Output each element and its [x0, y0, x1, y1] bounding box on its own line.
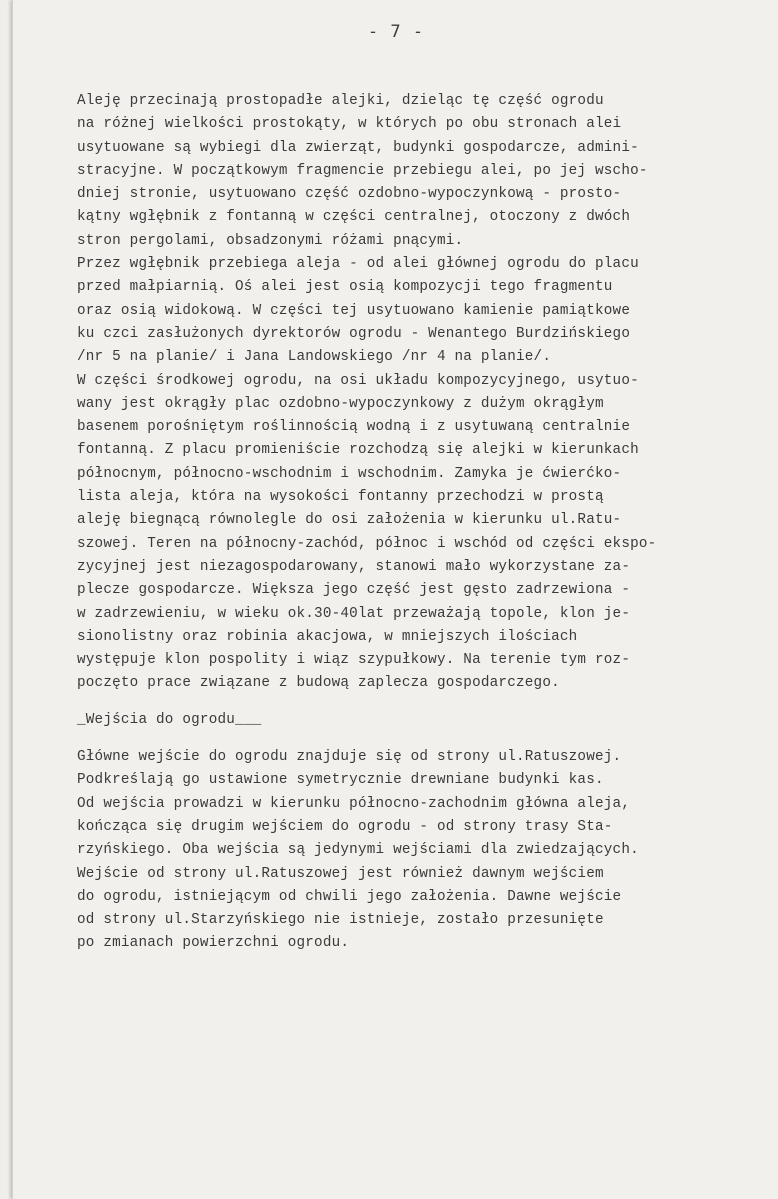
- text-line: po zmianach powierzchni ogrodu.: [77, 935, 350, 952]
- text-line: rzyńskiego. Obа wejścia są jedynymi wejściami dla zwiedzających.: [77, 842, 639, 859]
- text-line: dniej stronie, usytuowano część ozdobno-wypoczynkową - prosto-: [77, 186, 622, 203]
- heading-suffix: ___: [235, 711, 262, 728]
- document-body: [77, 90, 767, 956]
- page-number: - 7 -: [367, 22, 425, 42]
- text-line: Podkreślają go ustawione symetrycznie drewniane budynki kas.: [77, 772, 604, 789]
- text-line: do ogrodu, istniejącym od chwili jego założenia. Dawne wejście: [77, 888, 622, 905]
- paragraph-garden-rectangles: [77, 90, 767, 253]
- text-line: ku czci zasłużonych dyrektorów ogrodu - Wenantego Burdzińskiego: [77, 325, 631, 342]
- text-line: przed małpiarnią. Oś alei jest osią kompozycji tego fragmentu: [77, 279, 613, 296]
- paragraph-entrances: [77, 746, 767, 956]
- paragraph-central-square: [77, 370, 767, 696]
- text-line: W części środkowej ogrodu, na osi układu kompozycyjnego, usytuo-: [77, 372, 639, 389]
- text-line: oraz osią widokową. W części tej usytuowano kamienie pamiątkowe: [77, 302, 631, 319]
- section-heading: [77, 709, 767, 732]
- text-line: lista aleja, która na wysokości fontanny przechodzi w prostą: [77, 489, 604, 506]
- heading-title: Wejścia do ogrodu: [85, 711, 236, 728]
- text-line: północnym, północno-wschodnim i wschodnim. Zamyka je ćwierćko-: [77, 465, 622, 482]
- text-line: basenem porośniętym roślinnością wodną i z usytuwaną centralnie: [77, 419, 631, 436]
- text-line: /nr 5 na planie/ i Jana Landowskiego /nr 4 na planie/.: [77, 349, 552, 366]
- text-line: plecze gospodarcze. Większa jego część jest gęsto zadrzewiona -: [77, 582, 631, 599]
- text-line: kątny wgłębnik z fontanną w części centralnej, otoczony z dwóch: [77, 209, 631, 226]
- text-line: stron pergolami, obsadzonymi różami pnącymi.: [77, 232, 464, 249]
- text-line: wany jest okrągły plac ozdobno-wypoczynkowy z dużym okrągłym: [77, 395, 604, 412]
- text-line: sionolistny oraz robinia akacjowa, w mniejszych ilościach: [77, 628, 578, 645]
- text-line: kończąca się drugim wejściem do ogrodu - od strony trasy Sta-: [77, 818, 613, 835]
- text-line: szowej. Teren na północny-zachód, północ i wschód od części ekspo-: [77, 535, 657, 552]
- text-line: występuje klon pospolity i wiąz szypułkowy. Na terenie tym roz-: [77, 652, 631, 669]
- text-line: poczęto prace związane z budową zaplecza gospodarczego.: [77, 675, 560, 692]
- text-line: aleję biegnącą równolegle do osi założenia w kierunku ul.Ratu-: [77, 512, 622, 529]
- text-line: Aleję przecinają prostopadłe alejki, dzieląc tę część ogrodu: [77, 93, 604, 109]
- text-line: w zadrzewieniu, w wieku ok.30-40lat przeważają topole, klon je-: [77, 605, 631, 622]
- text-line: od strony ul.Starzyńskiego nie istnieje, zostało przesunięte: [77, 912, 604, 929]
- text-line: na różnej wielkości prostokąty, w których po obu stronach alei: [77, 116, 622, 133]
- text-line: stracyjne. W początkowym fragmencie przebiegu alei, po jej wscho-: [77, 162, 648, 179]
- heading-prefix: _: [77, 711, 86, 728]
- text-line: Przez wgłębnik przebiega aleja - od alei głównej ogrodu do placu: [77, 256, 639, 273]
- text-line: Wejście od strony ul.Ratuszowej jest również dawnym wejściem: [77, 865, 604, 882]
- text-line: usytuowane są wybiegi dla zwierząt, budynki gospodarcze, admini-: [77, 139, 639, 156]
- document-page: [12, 0, 778, 1199]
- text-line: Od wejścia prowadzi w kierunku północno-zachodnim główna aleja,: [77, 795, 631, 812]
- paragraph-memorial-stones: [77, 253, 767, 369]
- text-line: fontanną. Z placu promieniście rozchodzą się alejki w kierunkach: [77, 442, 639, 459]
- text-line: Główne wejście do ogrodu znajduje się od strony ul.Ratuszowej.: [77, 749, 622, 766]
- text-line: zycyjnej jest niezagospodarowany, stanowi mało wykorzystane za-: [77, 558, 631, 575]
